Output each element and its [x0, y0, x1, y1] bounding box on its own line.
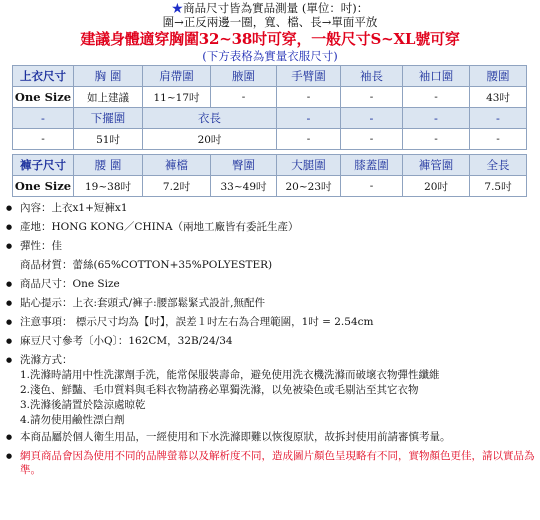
- list-item-notice: ● 注意事項： 標示尺寸均為【吋】，誤差１吋左右為合理範圍，1吋 = 2.54cm: [4, 315, 540, 329]
- list-item-size: ● 商品尺寸：One Size: [4, 277, 540, 291]
- list-item-washing: [4, 353, 540, 428]
- product-info-list: [4, 201, 540, 477]
- table-value-cell: 20~23吋: [277, 176, 341, 197]
- pants-size-table: [12, 154, 527, 197]
- table-header-cell: -: [403, 108, 470, 129]
- table-header-cell: -: [277, 108, 341, 129]
- table-value-cell: -: [341, 87, 403, 108]
- table-value-cell: -: [211, 87, 277, 108]
- table-value-cell: -: [470, 129, 527, 150]
- list-item-elasticity: ● 彈性：佳: [4, 239, 540, 253]
- size-header: [0, 0, 540, 63]
- pants-size-label: 褲子尺寸: [13, 155, 74, 176]
- table-header-cell: 全長: [470, 155, 527, 176]
- table-header-cell: 胸 圍: [74, 66, 143, 87]
- size-name-cell: One Size: [13, 176, 74, 197]
- table-header-cell: -: [341, 108, 403, 129]
- top-value-row: [13, 87, 527, 108]
- star-icon: ★: [171, 1, 184, 15]
- washing-line: 4.請勿使用鹼性漂白劑: [20, 414, 125, 426]
- table-header-cell: 衣長: [143, 108, 277, 129]
- table-value-cell: 19~38吋: [74, 176, 143, 197]
- list-item-hygiene: ● 本商品屬於個人衛生用品，一經使用和下水洗滌即難以恢復原狀，故拆封使用前請審慎考量。: [4, 430, 540, 444]
- top-header-row-2: [13, 108, 527, 129]
- table-value-cell: 11~17吋: [143, 87, 211, 108]
- top-header-row: [13, 66, 527, 87]
- list-item-origin: ● 產地：HONG KONG／CHINA（兩地工廠皆有委託生產）: [4, 220, 540, 234]
- measurement-method: 圍→正反兩邊一圈，寬、檔、長→單面平放: [162, 15, 378, 29]
- table-value-cell: 如上建議: [74, 87, 143, 108]
- table-value-cell: -: [277, 129, 341, 150]
- table-header-cell: 袖口圍: [403, 66, 470, 87]
- list-item-disclaimer: ● 網頁商品會因為使用不同的品牌螢幕以及解析度不同，造成圖片顏色呈現略有不同，實物顏色更佳，請以實品為準。: [4, 449, 540, 477]
- table-header-cell: 大腿圍: [277, 155, 341, 176]
- top-size-table: [12, 65, 527, 150]
- washing-title: ● 洗滌方式：: [20, 354, 73, 366]
- table-header-cell: 手臂圍: [277, 66, 341, 87]
- table-note: (下方表格為實量衣服尺寸): [202, 49, 338, 63]
- washing-instructions: [20, 368, 540, 428]
- washing-line: 1.洗滌時請用中性洗潔劑手洗，能常保服裝壽命，避免使用洗衣機洗滌而破壞衣物彈性纖維: [20, 369, 440, 381]
- pants-header-row: [13, 155, 527, 176]
- list-item-tip: ● 貼心提示：上衣:套頭式/褲子:腰部鬆緊式設計,無配件: [4, 296, 540, 310]
- list-item-content: ● 內容：上衣x1+短褲x1: [4, 201, 540, 215]
- table-header-cell: -: [470, 108, 527, 129]
- table-header-cell: 肩帶圍: [143, 66, 211, 87]
- top-size-label: 上衣尺寸: [13, 66, 74, 87]
- table-value-cell: -: [277, 87, 341, 108]
- table-header-cell: 膝蓋圍: [341, 155, 403, 176]
- table-header-cell: 臀圍: [211, 155, 277, 176]
- top-value-row-2: [13, 129, 527, 150]
- table-value-cell: -: [341, 129, 403, 150]
- list-item-material: 商品材質：蕾絲(65%COTTON+35%POLYESTER): [20, 259, 273, 271]
- washing-line: 3.洗滌後請置於陰涼處晾乾: [20, 399, 146, 411]
- pants-value-row: [13, 176, 527, 197]
- table-header-cell: 袖長: [341, 66, 403, 87]
- table-value-cell: 7.2吋: [143, 176, 211, 197]
- fit-recommendation: 建議身體適穿胸圍32~38吋可穿，一般尺寸S~XL號可穿: [80, 30, 460, 48]
- table-header-cell: 腰 圍: [74, 155, 143, 176]
- table-header-cell: 褲檔: [143, 155, 211, 176]
- table-value-cell: 43吋: [470, 87, 527, 108]
- table-value-cell: -: [403, 87, 470, 108]
- table-header-cell: 腋圍: [211, 66, 277, 87]
- table-value-cell: -: [13, 129, 74, 150]
- washing-line: 2.淺色、鮮豔、毛巾質料與毛料衣物請務必單獨洗滌，以免被染色或毛剔沾至其它衣物: [20, 384, 419, 396]
- list-item-model: ● 麻豆尺寸參考〔小Q〕：162CM，32B/24/34: [4, 334, 540, 348]
- table-value-cell: 7.5吋: [470, 176, 527, 197]
- table-value-cell: 33~49吋: [211, 176, 277, 197]
- table-header-cell: 褲管圍: [403, 155, 470, 176]
- measurement-note-text: 商品尺寸皆為實品測量 (單位：吋)：: [183, 1, 369, 15]
- size-name-cell: One Size: [13, 87, 74, 108]
- table-value-cell: -: [403, 129, 470, 150]
- table-value-cell: 20吋: [143, 129, 277, 150]
- table-value-cell: 20吋: [403, 176, 470, 197]
- table-header-cell: 腰圍: [470, 66, 527, 87]
- table-value-cell: 51吋: [74, 129, 143, 150]
- measurement-note: [0, 0, 540, 15]
- table-header-cell: 下擺圍: [74, 108, 143, 129]
- table-value-cell: -: [341, 176, 403, 197]
- table-header-cell: -: [13, 108, 74, 129]
